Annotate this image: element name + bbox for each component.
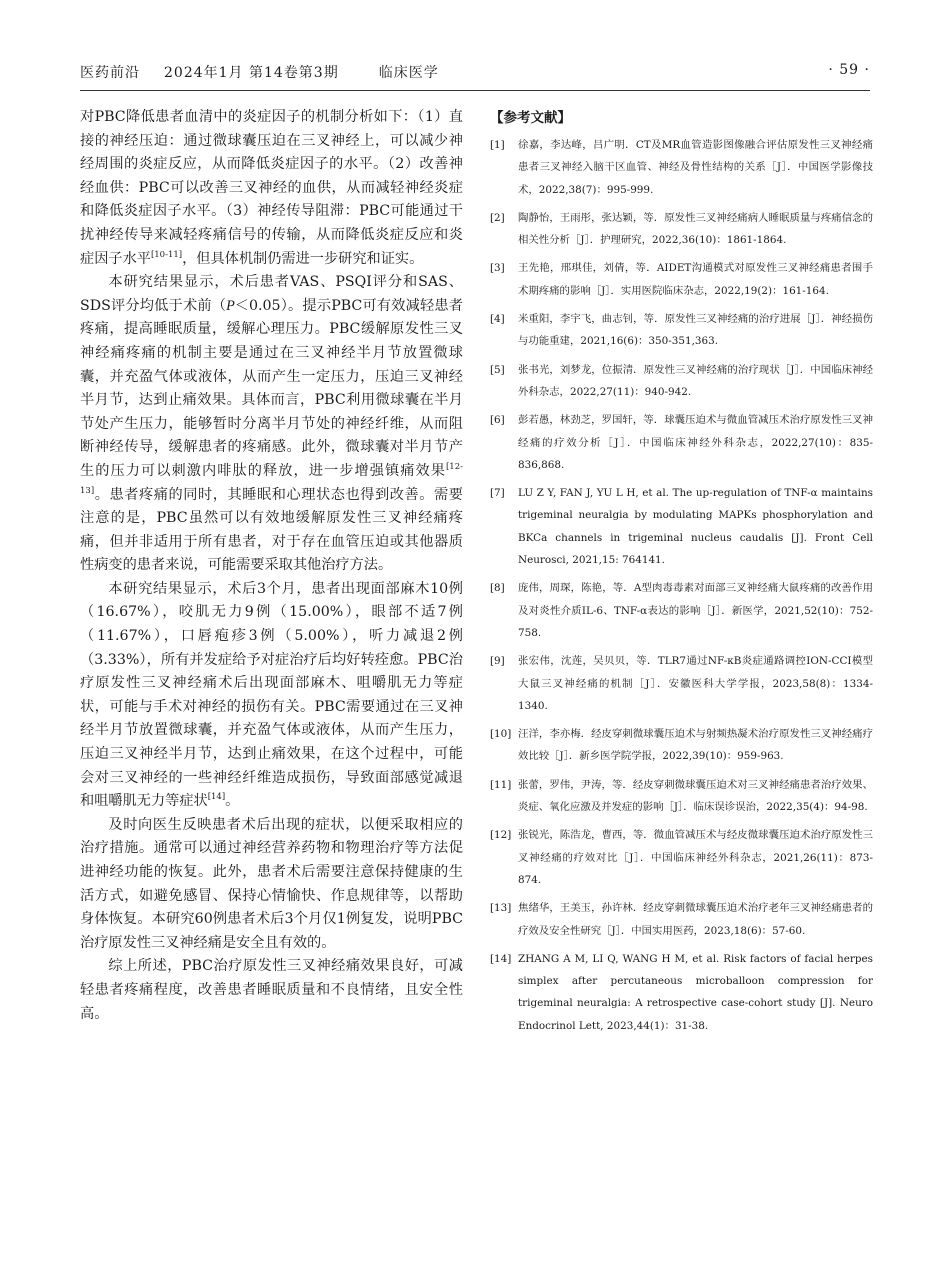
reference-item — [490, 207, 873, 252]
reference-text: 汪洋，李亦梅．经皮穿刺微球囊压迫术与射频热凝术治疗原发性三叉神经痛疗效比较［J］．新乡医学院学报，2022,39(10)：959-963. — [518, 728, 873, 763]
reference-number: [8] — [490, 582, 505, 595]
reference-item — [490, 134, 873, 201]
reference-item — [490, 482, 873, 571]
reference-item — [490, 308, 873, 353]
reference-number: [14] — [490, 952, 512, 965]
citation: [12-13] — [80, 461, 463, 496]
references-title: 【参考文献】 — [490, 110, 571, 126]
p-value-symbol: P — [226, 297, 235, 314]
reference-text: 张蕾，罗伟，尹涛，等．经皮穿刺微球囊压迫术对三叉神经痛患者治疗效果、炎症、氧化应激及并发症的影响［J］．临床误诊误治，2022,35(4)：94-98. — [518, 778, 873, 814]
reference-text: 张锐光，陈浩龙，曹西，等．微血管减压术与经皮微球囊压迫术治疗原发性三叉神经痛的疗效对比［J］．中国临床神经外科杂志，2021,26(11)：873-874. — [518, 829, 873, 886]
reference-item — [490, 774, 873, 819]
reference-number: [12] — [490, 829, 512, 842]
reference-number: [10] — [490, 728, 512, 741]
reference-text: 张书光，刘梦龙，位振清．原发性三叉神经痛的治疗现状［J］．中国临床神经外科杂志，2022,27(11)：940-942. — [518, 363, 873, 398]
header-left — [80, 62, 439, 82]
reference-number: [11] — [490, 778, 512, 791]
reference-text: LU Z Y, FAN J, YU L H, et al. The up-regulation of TNF-α maintains trigeminal neuralgia by modulating MAPKs phosphorylation and BKCa channels in trigeminal nucleus caudalis [J]. Front Cell Neurosci, 2021,15: 764141. — [518, 487, 873, 567]
reference-text: 张宏伟，沈莲，吴贝贝，等．TLR7通过NF-κB炎症通路调控ION-CCI模型大鼠三叉神经痛的机制［J］．安徽医科大学学报，2023,58(8)：1334-1340. — [518, 655, 873, 712]
citation: [14] — [207, 792, 226, 803]
running-header — [80, 62, 870, 86]
reference-text: ZHANG A M, LI Q, WANG H M, et al. Risk factors of facial herpes simplex after percutaneous microballoon compression for trigeminal neuralgia: A retrospective case-cohort study [J]. Neuro Endocrinol Lett, 2023,44(1)：31-38. — [518, 952, 873, 1032]
body-paragraph: 对PBC降低患者血清中的炎症因子的机制分析如下：（1）直接的神经压迫：通过微球囊压迫在三叉神经上，可以减少神经周围的炎症反应，从而降低炎症因子的水平。（2）改善神经血供：PBC可以改善三叉神经的血供，从而减轻神经炎症和降低炎症因子水平。（3）神经传导阻滞：PBC可能通过干扰神经传导来减轻疼痛信号的传输，从而降低炎症反应和炎症因子水平[10-11]，但具体机制仍需进一步研究和证实。 — [80, 109, 463, 267]
reference-number: [7] — [490, 487, 505, 500]
reference-item — [490, 650, 873, 717]
reference-item — [490, 723, 873, 768]
reference-text: 陶静怡，王雨彤，张达颖，等．原发性三叉神经痛病人睡眠质量与疼痛信念的相关性分析［J］．护理研究，2022,36(10)：1861-1864. — [518, 211, 873, 247]
reference-number: [1] — [490, 139, 505, 151]
reference-item — [490, 948, 873, 1037]
reference-text: 王先艳，邢琪佳，刘倩，等．AIDET沟通模式对原发性三叉神经痛患者围手术期疼痛的影响［J］．实用医院临床杂志，2022,19(2)：161-164. — [518, 262, 873, 297]
reference-list — [490, 134, 873, 1037]
issue-info: 2024年1月 第14卷第3期 — [164, 65, 339, 81]
reference-number: [13] — [490, 902, 512, 915]
reference-item — [490, 897, 873, 942]
section-name: 临床医学 — [378, 65, 439, 81]
body-paragraph: 本研究结果显示，术后患者VAS、PSQI评分和SAS、SDS评分均低于术前（P＜0.05）。提示PBC可有效减轻患者疼痛，提高睡眠质量，缓解心理压力。PBC缓解原发性三叉神经痛疼痛的机制主要是通过在三叉神经半月节放置微球囊，并充盈气体或液体，从而产生一定压力，压迫三叉神经半月节，达到止痛效果。具体而言，PBC利用微球囊在半月节处产生压力，能够暂时分离半月节处的神经纤维，从而阻断神经传导，缓解患者的疼痛感。此外，微球囊对半月节产生的压力可以刺激内啡肽的释放，进一步增强镇痛效果[12-13]。患者疼痛的同时，其睡眠和心理状态也得到改善。需要注意的是，PBC虽然可以有效地缓解原发性三叉神经痛疼痛，但并非适用于所有患者，对于存在血管压迫或其他器质性病变的患者来说，可能需要采取其他治疗方法。 — [80, 274, 463, 574]
references-column — [490, 106, 873, 1043]
reference-item — [490, 359, 873, 404]
body-paragraph: 综上所述，PBC治疗原发性三叉神经痛效果良好，可减轻患者疼痛程度，改善患者睡眠质量和不良情绪，且安全性高。 — [80, 958, 463, 1022]
reference-item — [490, 824, 873, 891]
body-paragraph: 及时向医生反映患者术后出现的症状，以便采取相应的治疗措施。通常可以通过神经营养药物和物理治疗等方法促进神经功能的恢复。此外，患者术后需要注意保持健康的生活方式，如避免感冒、保持心情愉快、作息规律等，以帮助身体恢复。本研究60例患者术后3个月仅1例复发，说明PBC治疗原发性三叉神经痛是安全且有效的。 — [80, 816, 463, 951]
body-paragraph: 本研究结果显示，术后3个月，患者出现面部麻木10例（16.67%），咬肌无力9例（15.00%），眼部不适7例（11.67%），口唇疱疹3例（5.00%），听力减退2例（3.33%），所有并发症给予对症治疗后均好转痊愈。PBC治疗原发性三叉神经痛术后出现面部麻木、咀嚼肌无力等症状，可能与手术对神经的损伤有关。PBC需要通过在三叉神经半月节放置微球囊，并充盈气体或液体，从而产生压力，压迫三叉神经半月节，达到止痛效果，在这个过程中，可能会对三叉神经的一些神经纤维造成损伤，导致面部感觉减退和咀嚼肌无力等症状[14]。 — [80, 580, 463, 810]
header-divider — [80, 90, 870, 91]
reference-text: 焦绪华，王美玉，孙许林．经皮穿刺微球囊压迫术治疗老年三叉神经痛患者的疗效及安全性研究［J］．中国实用医药，2023,18(6)：57-60. — [518, 902, 873, 937]
reference-text: 庞伟，周琛，陈艳，等．A型肉毒毒素对面部三叉神经痛大鼠疼痛的改善作用及对炎性介质IL-6、TNF-α表达的影响［J］．新医学，2021,52(10)：752-758. — [518, 582, 873, 639]
citation: [10-11] — [150, 249, 183, 260]
reference-number: [5] — [490, 363, 505, 376]
reference-number: [6] — [490, 414, 505, 427]
journal-name: 医药前沿 — [80, 65, 140, 81]
reference-text: 彭若愚，林劲芝，罗国轩，等．球囊压迫术与微血管减压术治疗原发性三叉神经痛的疗效分析［J］．中国临床神经外科杂志，2022,27(10)：835-836,868. — [518, 414, 873, 471]
reference-item — [490, 409, 873, 476]
body-text-column — [80, 106, 463, 1026]
reference-number: [2] — [490, 211, 505, 224]
reference-item — [490, 577, 873, 644]
reference-number: [9] — [490, 655, 505, 668]
reference-number: [4] — [490, 313, 505, 326]
page-number: · 59 · — [828, 62, 870, 78]
reference-text: 米重阳，李宇飞，曲志钊，等．原发性三叉神经痛的治疗进展［J］．神经损伤与功能重建，2021,16(6)：350-351,363. — [518, 313, 873, 348]
reference-item — [490, 257, 873, 302]
reference-text: 徐嘉，李达峰，吕广明．CT及MR血管造影图像融合评估原发性三叉神经痛患者三叉神经入脑干区血管、神经及骨性结构的关系［J］．中国医学影像技术，2022,38(7)：995-999. — [518, 139, 873, 196]
reference-number: [3] — [490, 262, 505, 275]
